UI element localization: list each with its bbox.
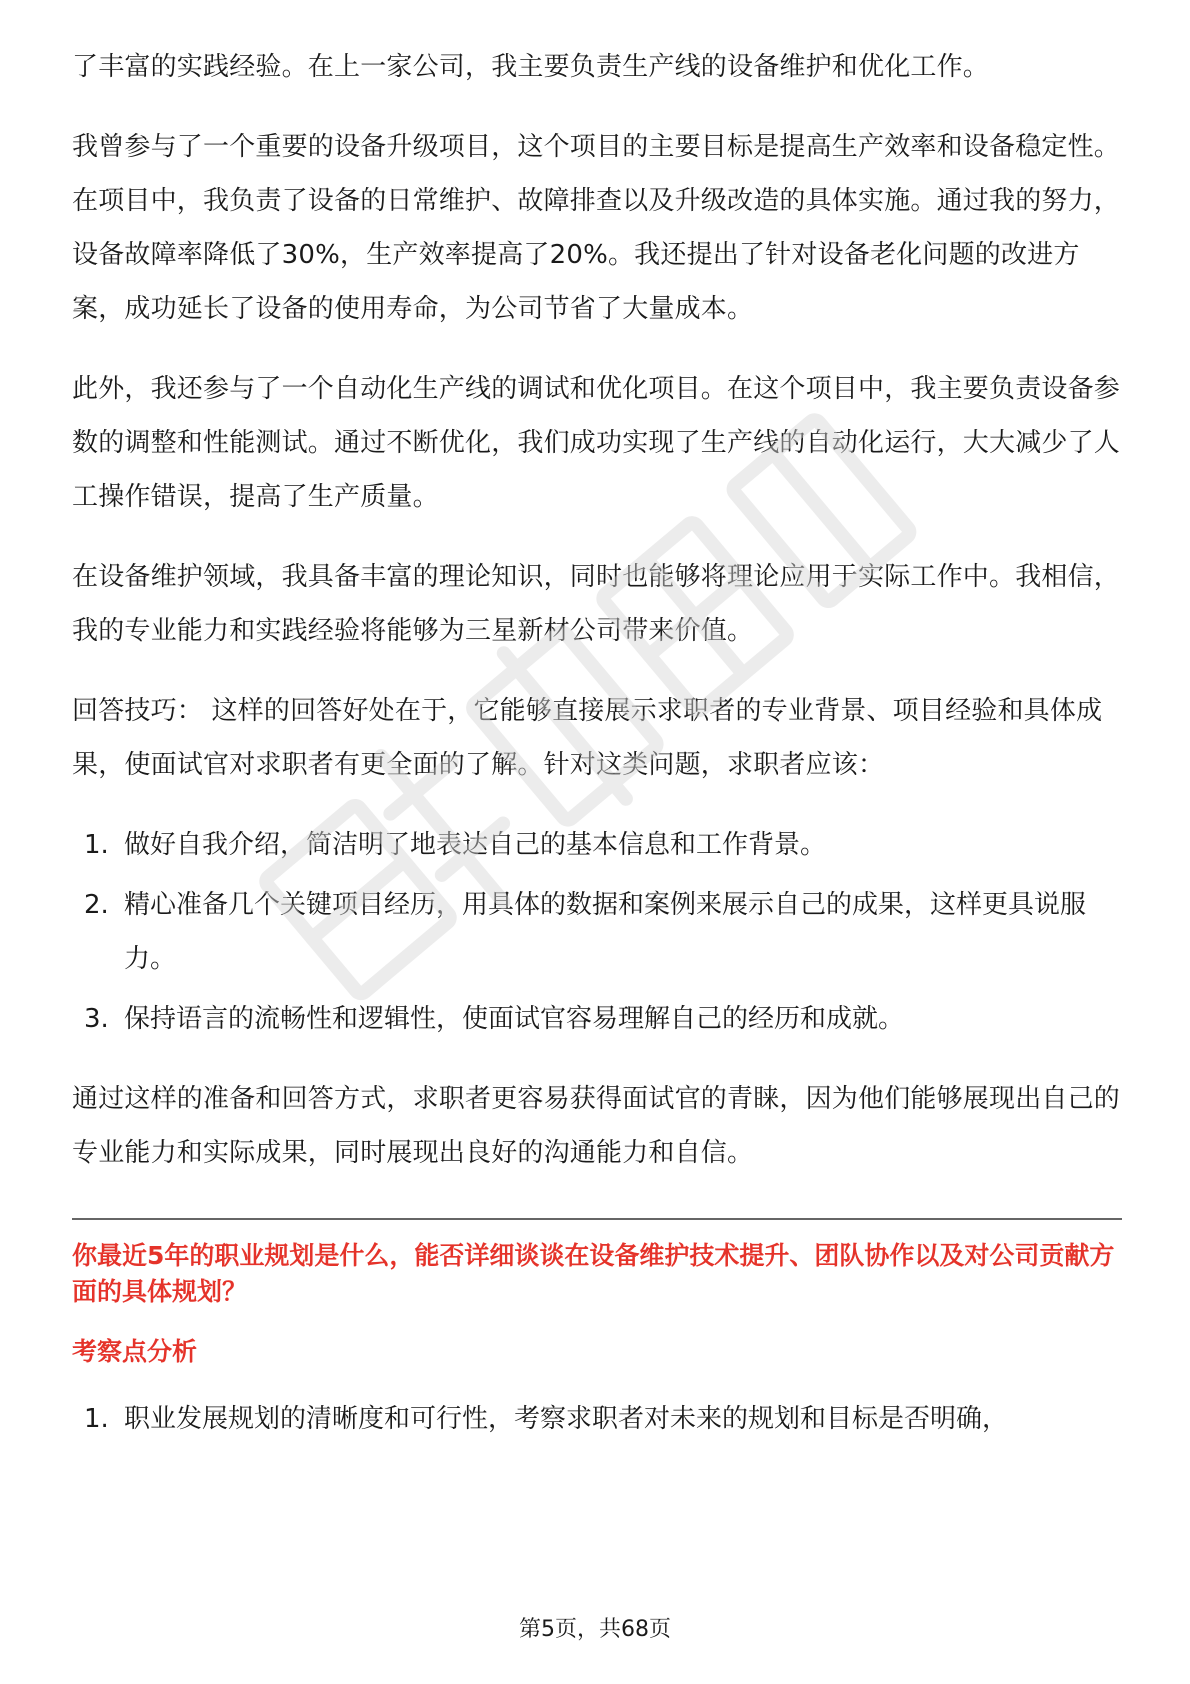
section-title: 考察点分析: [72, 1337, 198, 1366]
list-item-number: 1.: [84, 830, 109, 860]
paragraph-2: 我曾参与了一个重要的设备升级项目，这个项目的主要目标是提高生产效率和设备稳定性。在项目中，我负责了设备的日常维护、故障排查以及升级改造的具体实施。通过我的努力，设备故障率降低了30%，生产效率提高了20%。我还提出了针对设备老化问题的改进方案，成功延长了设备的使用寿命，为公司节省了大量成本。: [72, 132, 1121, 324]
paragraph-1: 了丰富的实践经验。在上一家公司，我主要负责生产线的设备维护和优化工作。: [72, 52, 990, 82]
closing-paragraph: 通过这样的准备和回答方式，求职者更容易获得面试官的青睐，因为他们能够展现出自己的专业能力和实际成果，同时展现出良好的沟通能力和自信。: [72, 1084, 1121, 1168]
list-item: [72, 1392, 1122, 1446]
list-item-text: 做好自我介绍，简洁明了地表达自己的基本信息和工作背景。: [124, 830, 827, 860]
document-page: [72, 40, 1122, 1472]
tips-list: [72, 818, 1122, 1046]
list-item: [72, 992, 1122, 1046]
paragraph-4: 在设备维护领域，我具备丰富的理论知识，同时也能够将理论应用于实际工作中。我相信，我的专业能力和实践经验将能够为三星新材公司带来价值。: [72, 562, 1121, 646]
analysis-list: [72, 1392, 1122, 1446]
answer-tips-paragraph: 回答技巧： 这样的回答好处在于，它能够直接展示求职者的专业背景、项目经验和具体成果，使面试官对求职者有更全面的了解。针对这类问题，求职者应该：: [72, 696, 1103, 780]
list-item: [72, 878, 1122, 986]
list-item-text: 精心准备几个关键项目经历，用具体的数据和案例来展示自己的成果，这样更具说服力。: [124, 890, 1087, 974]
page-footer: 第5页，共68页: [519, 1617, 671, 1642]
list-item-number: 3.: [84, 1004, 109, 1034]
list-item-number: 2.: [84, 890, 109, 920]
interview-question: 你最近5年的职业规划是什么，能否详细谈谈在设备维护技术提升、团队协作以及对公司贡献方面的具体规划？: [72, 1241, 1115, 1306]
list-item-number: 1.: [84, 1404, 109, 1434]
list-item: [72, 818, 1122, 872]
section-divider: [72, 1218, 1122, 1220]
paragraph-3: 此外，我还参与了一个自动化生产线的调试和优化项目。在这个项目中，我主要负责设备参数的调整和性能测试。通过不断优化，我们成功实现了生产线的自动化运行，大大减少了人工操作错误，提高了生产质量。: [72, 374, 1121, 512]
list-item-text: 职业发展规划的清晰度和可行性，考察求职者对未来的规划和目标是否明确，: [124, 1404, 1009, 1434]
list-item-text: 保持语言的流畅性和逻辑性，使面试官容易理解自己的经历和成就。: [124, 1004, 905, 1034]
